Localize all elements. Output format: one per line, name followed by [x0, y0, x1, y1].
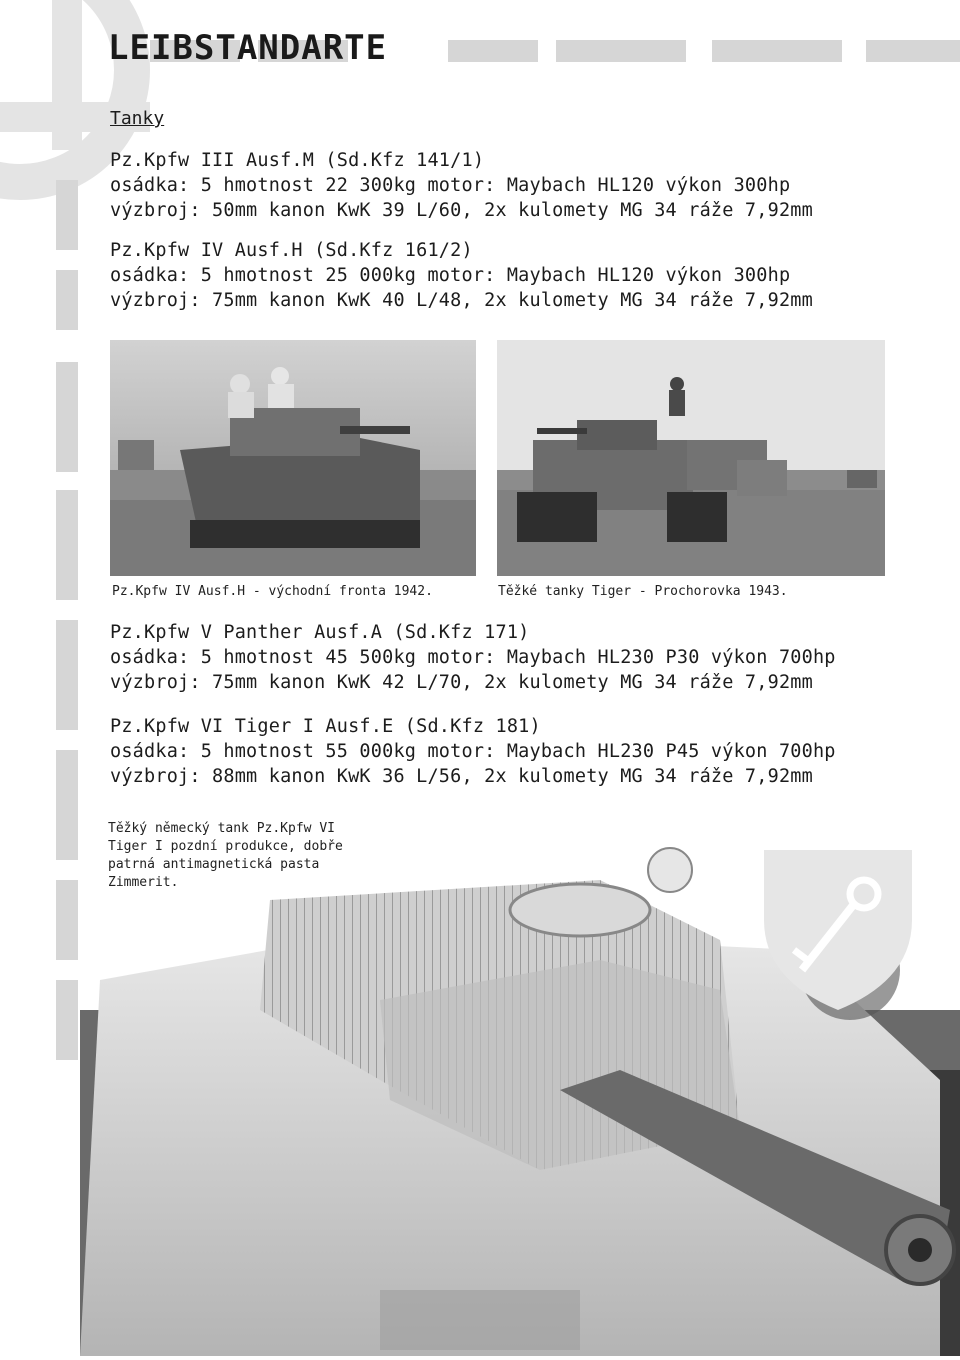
tank-name: Pz.Kpfw V Panther Ausf.A (Sd.Kfz 171) [110, 622, 530, 643]
tank-crew-weight-engine: osádka: 5 hmotnost 45 500kg motor: Maybach HL230 P30 výkon 700hp [110, 647, 836, 668]
section-heading: Tanky [110, 108, 165, 129]
tank-crew-weight-engine: osádka: 5 hmotnost 25 000kg motor: Maybach HL120 výkon 300hp [110, 265, 791, 286]
photo-tiger-column [497, 340, 885, 576]
tank-armament: výzbroj: 75mm kanon KwK 40 L/48, 2x kulomety MG 34 ráže 7,92mm [110, 290, 813, 311]
photo-caption-right: Těžké tanky Tiger - Prochorovka 1943. [498, 584, 788, 599]
photo-panzer-iv [110, 340, 476, 576]
page-title: LEIBSTANDARTE [108, 28, 388, 68]
key-shield-emblem [764, 850, 912, 1010]
tank-armament: výzbroj: 88mm kanon KwK 36 L/56, 2x kulomety MG 34 ráže 7,92mm [110, 766, 813, 787]
tank-crew-weight-engine: osádka: 5 hmotnost 55 000kg motor: Maybach HL230 P45 výkon 700hp [110, 741, 836, 762]
tank-spec-block [110, 238, 813, 313]
tank-armament: výzbroj: 50mm kanon KwK 39 L/60, 2x kulomety MG 34 ráže 7,92mm [110, 200, 813, 221]
tank-name: Pz.Kpfw III Ausf.M (Sd.Kfz 141/1) [110, 150, 485, 171]
tank-spec-block [110, 620, 836, 695]
tank-spec-block [110, 714, 836, 789]
tank-name: Pz.Kpfw VI Tiger I Ausf.E (Sd.Kfz 181) [110, 716, 541, 737]
tank-spec-block [110, 148, 813, 223]
tank-crew-weight-engine: osádka: 5 hmotnost 22 300kg motor: Maybach HL120 výkon 300hp [110, 175, 791, 196]
photo-caption-left: Pz.Kpfw IV Ausf.H - východní fronta 1942. [112, 584, 433, 599]
tank-name: Pz.Kpfw IV Ausf.H (Sd.Kfz 161/2) [110, 240, 473, 261]
tank-armament: výzbroj: 75mm kanon KwK 42 L/70, 2x kulomety MG 34 ráže 7,92mm [110, 672, 813, 693]
photo-note-tiger: Těžký německý tank Pz.Kpfw VI Tiger I pozdní produkce, dobře patrná antimagnetická pasta Zimmerit. [108, 821, 343, 890]
